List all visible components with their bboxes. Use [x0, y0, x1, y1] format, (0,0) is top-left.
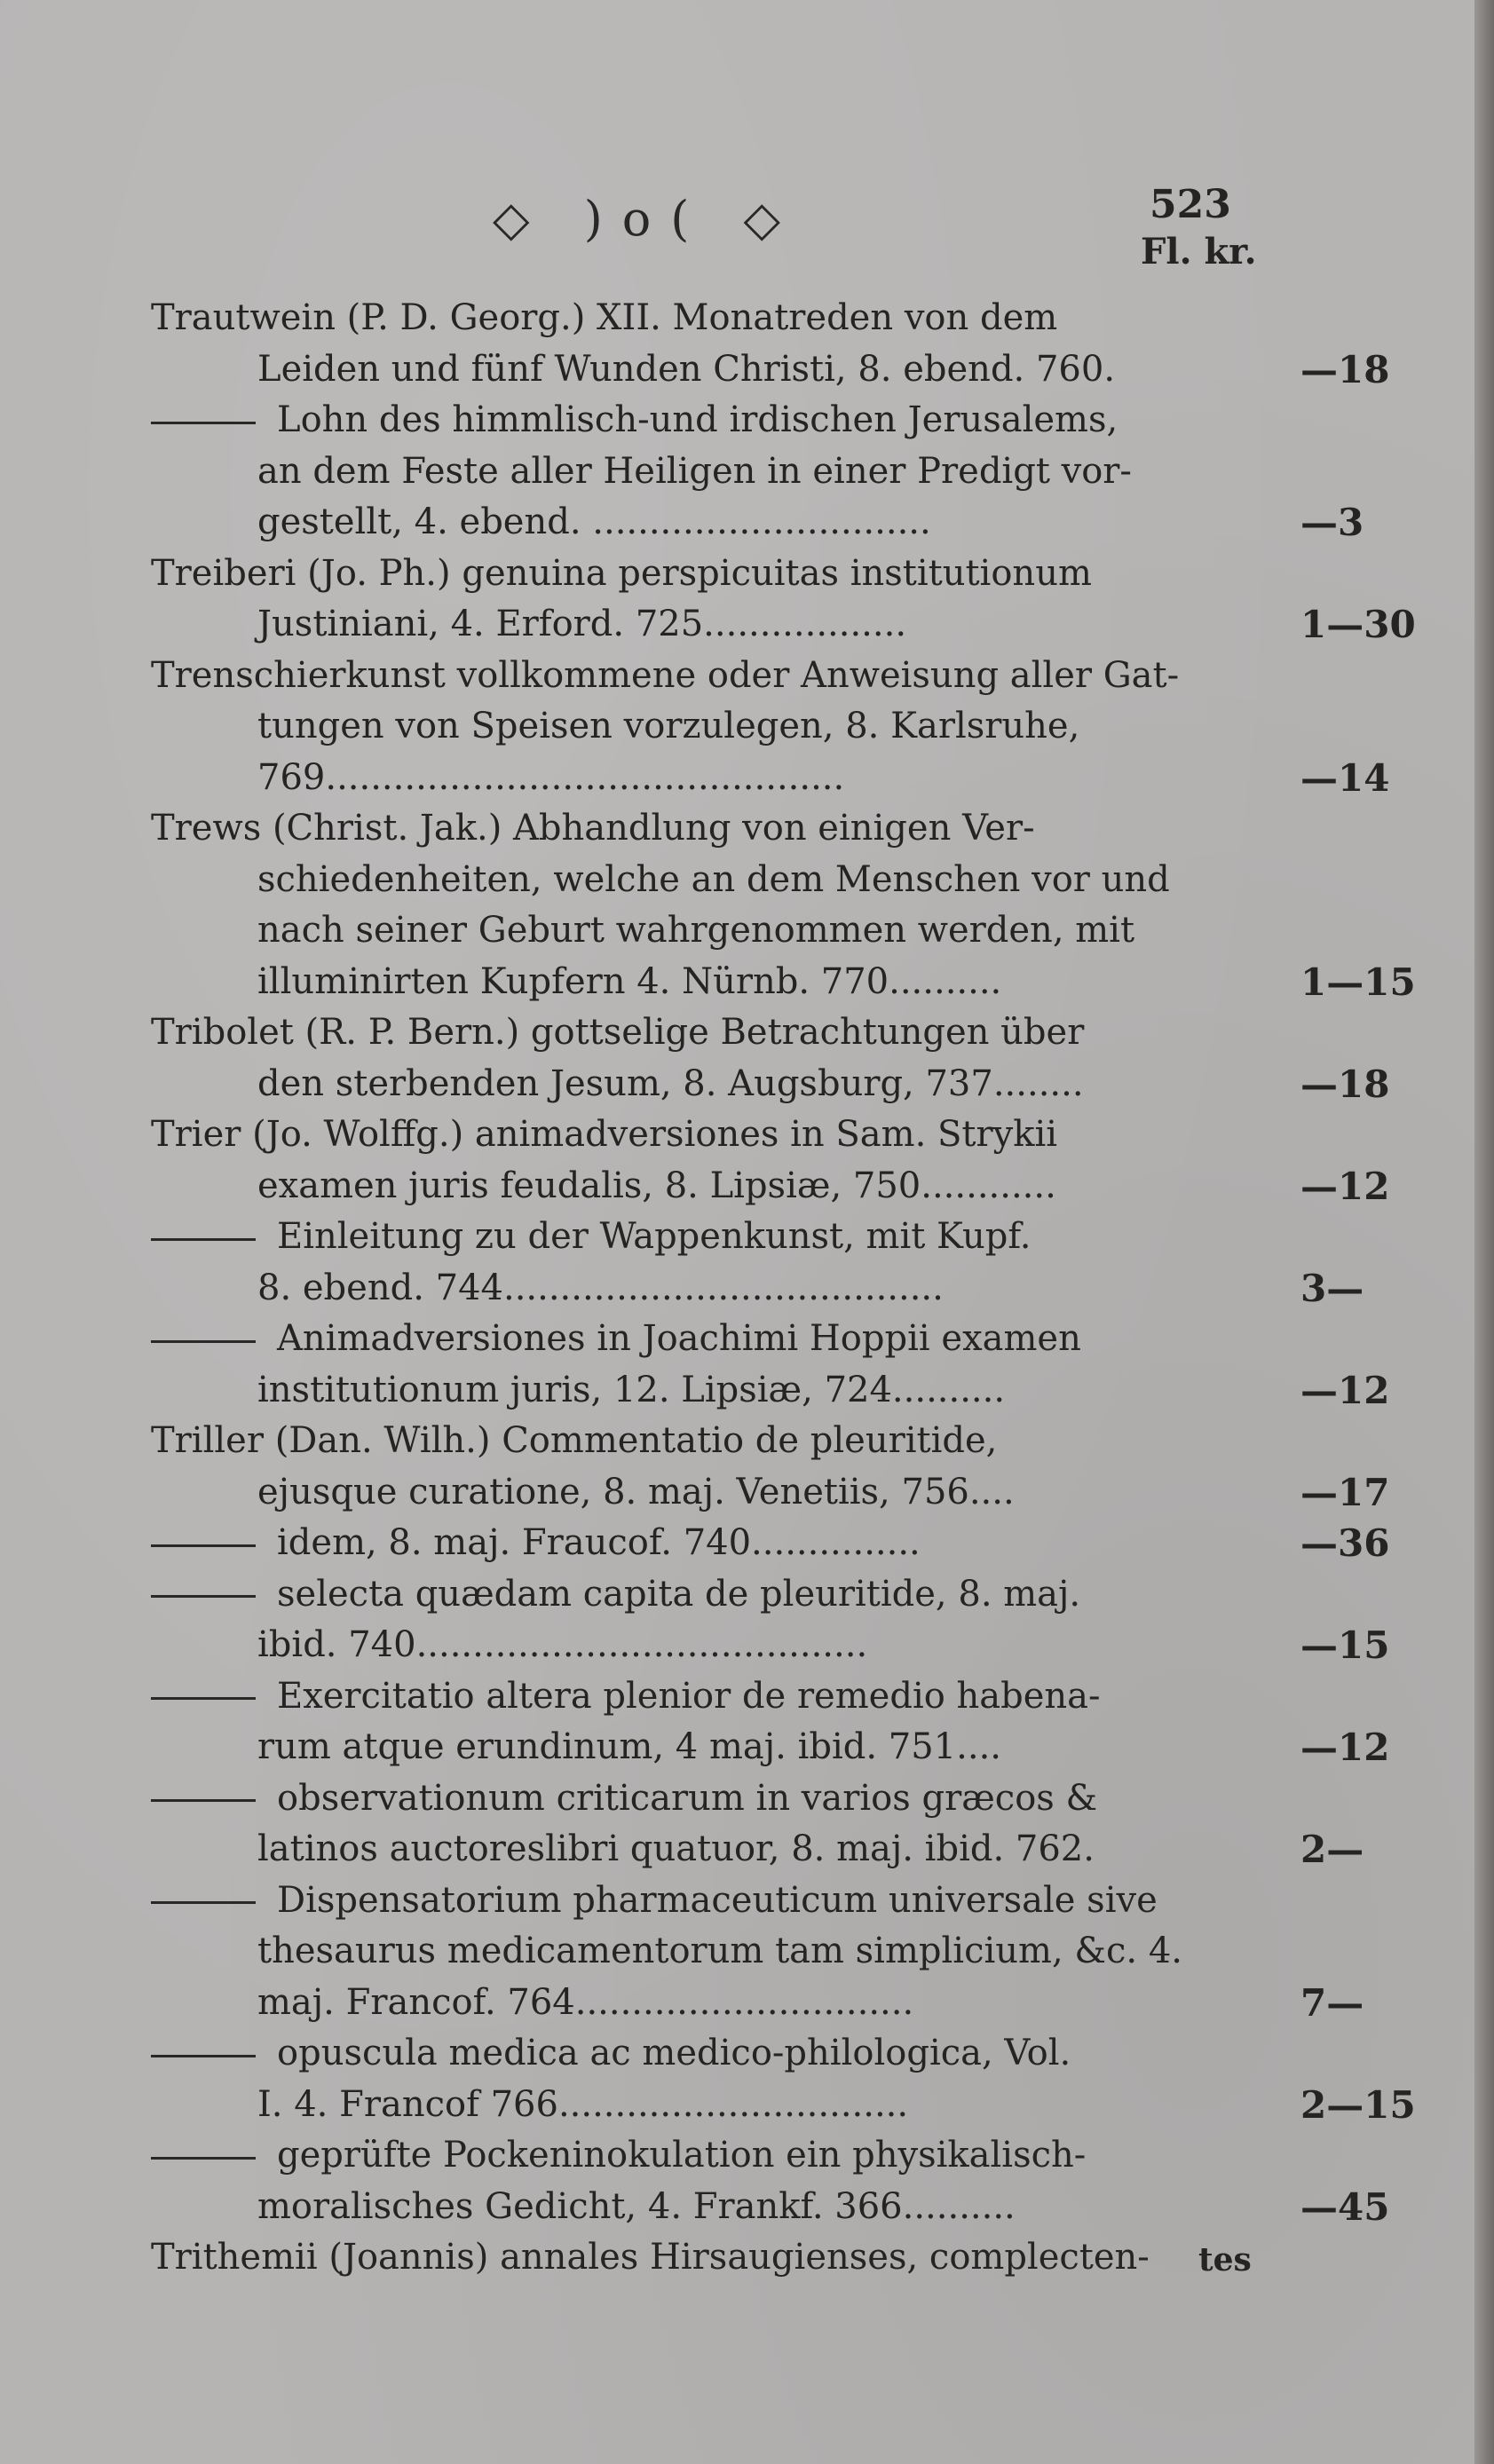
- entry-text: 769..............................................: [257, 756, 845, 798]
- entry-line: [151, 1467, 1296, 1519]
- entry-text: Trews (Christ. Jak.) Abhandlung von einigen Ver-: [151, 808, 1035, 849]
- entry-line: [151, 549, 1296, 600]
- entry-line: [151, 1824, 1296, 1876]
- entry-text: Justiniani, 4. Erford. 725..................: [257, 604, 907, 644]
- catalog-entry: [151, 2028, 1416, 2130]
- entry-text: latinos auctoreslibri quatuor, 8. maj. ibid. 762.: [257, 1828, 1095, 1869]
- entry-line: [151, 395, 1296, 446]
- entry-text: tungen von Speisen vorzulegen, 8. Karlsruhe,: [257, 706, 1080, 746]
- entry-price: 1—30: [1300, 603, 1416, 646]
- entry-price: —12: [1300, 1164, 1390, 1208]
- entry-line: [151, 599, 1296, 651]
- entry-price: —17: [1300, 1470, 1390, 1514]
- entry-text: nach seiner Geburt wahrgenommen werden, mit: [257, 910, 1135, 951]
- entry-line: [151, 1518, 1296, 1569]
- entry-price: —3: [1300, 501, 1364, 544]
- ditto-dash: [151, 1238, 256, 1241]
- entry-price: —14: [1300, 755, 1390, 800]
- catalog-entry: [151, 1007, 1390, 1110]
- catalog-entry: [151, 651, 1390, 804]
- entry-price: [1300, 2232, 1434, 2284]
- entry-price: 1—15: [1300, 960, 1416, 1004]
- catalog-entry: [151, 1212, 1364, 1314]
- entry-line: [151, 2232, 1296, 2284]
- ditto-dash: [151, 2157, 256, 2160]
- entry-line: [151, 1620, 1296, 1671]
- entry-line: [151, 1671, 1296, 1723]
- entry-text: den sterbenden Jesum, 8. Augsburg, 737........: [257, 1062, 1084, 1104]
- catchword: tes: [1198, 2241, 1252, 2278]
- entry-text: Einleitung zu der Wappenkunst, mit Kupf.: [277, 1216, 1032, 1257]
- entry-text: rum atque erundinum, 4 maj. ibid. 751....: [257, 1726, 1002, 1767]
- entry-text: ejusque curatione, 8. maj. Venetiis, 756....: [257, 1471, 1015, 1512]
- entry-line: [151, 651, 1296, 702]
- entry-text: gestellt, 4. ebend. ..............................: [257, 501, 931, 542]
- catalog-entry: [151, 2232, 1296, 2284]
- entry-text: Treiberi (Jo. Ph.) genuina perspicuitas institutionum: [151, 552, 1092, 594]
- entry-price: —15: [1300, 1623, 1390, 1667]
- entry-text: institutionum juris, 12. Lipsiæ, 724..........: [257, 1369, 1006, 1410]
- entry-text: maj. Francof. 764..............................: [257, 1981, 914, 2023]
- entry-text: an dem Feste aller Heiligen in einer Predigt vor-: [257, 450, 1132, 492]
- entry-text: 8. ebend. 744.......................................: [257, 1267, 944, 1308]
- entry-line: [151, 1365, 1296, 1417]
- entry-text: I. 4. Francof 766...............................: [257, 2083, 909, 2125]
- entry-text: geprüfte Pockeninokulation ein physikalisch-: [277, 2135, 1087, 2176]
- entry-text: thesaurus medicamentorum tam simplicium, &c. 4.: [257, 1931, 1182, 1971]
- entry-text: Dispensatorium pharmaceuticum universale sive: [277, 1879, 1158, 1921]
- entry-line: [151, 1059, 1296, 1110]
- catalog-entry: [151, 803, 1416, 1007]
- catalog-entry: [151, 1314, 1390, 1416]
- entry-text: ibid. 740........................................: [257, 1624, 868, 1665]
- entry-text: Trenschierkunst vollkommene oder Anweisung aller Gat-: [151, 654, 1180, 696]
- catalog-entry: [151, 395, 1364, 549]
- ditto-dash: [151, 1544, 256, 1547]
- entry-text: opuscula medica ac medico-philologica, Vol.: [277, 2033, 1071, 2073]
- catalog-entry: [151, 1110, 1390, 1212]
- entry-text: examen juris feudalis, 8. Lipsiæ, 750............: [257, 1165, 1056, 1206]
- ditto-dash: [151, 1595, 256, 1598]
- entry-text: selecta quædam capita de pleuritide, 8. maj.: [277, 1573, 1081, 1615]
- entry-line: [151, 1314, 1296, 1365]
- catalog-entry: [151, 1518, 1390, 1569]
- entry-text: Triller (Dan. Wilh.) Commentatio de pleuritide,: [151, 1420, 998, 1461]
- entry-line: [151, 701, 1296, 753]
- entry-line: [151, 2130, 1296, 2182]
- entry-price: —18: [1300, 1062, 1390, 1106]
- entry-line: [151, 957, 1296, 1008]
- entry-line: [151, 1978, 1296, 2029]
- entry-price: —18: [1300, 347, 1390, 391]
- entry-line: [151, 1110, 1296, 1161]
- entry-text: idem, 8. maj. Fraucof. 740...............: [277, 1522, 921, 1563]
- ditto-dash: [151, 1697, 256, 1700]
- entry-price: —12: [1300, 1368, 1390, 1412]
- entry-line: [151, 1212, 1296, 1263]
- entry-line: [151, 1773, 1296, 1825]
- ditto-dash: [151, 1340, 256, 1343]
- entry-price: 2—15: [1300, 2082, 1416, 2127]
- header-ornament: ◇ )o( ◇: [493, 191, 801, 247]
- entry-price: —12: [1300, 1726, 1390, 1769]
- entry-text: Lohn des himmlisch-und irdischen Jerusalems,: [277, 399, 1119, 440]
- entry-price: —36: [1300, 1521, 1390, 1565]
- catalog-entry: [151, 1416, 1390, 1518]
- entry-line: [151, 1722, 1296, 1773]
- entry-text: Trautwein (P. D. Georg.) XII. Monatreden von dem: [151, 297, 1058, 338]
- page-edge-shadow: [1474, 0, 1494, 2464]
- entry-line: [151, 1876, 1296, 1927]
- entry-line: [151, 1569, 1296, 1621]
- entry-text: Tribolet (R. P. Bern.) gottselige Betrachtungen über: [151, 1012, 1085, 1053]
- entry-line: [151, 855, 1296, 906]
- entry-line: [151, 293, 1296, 344]
- entry-text: moralisches Gedicht, 4. Frankf. 366..........: [257, 2185, 1016, 2227]
- entry-text: observationum criticarum in varios græcos &: [277, 1777, 1098, 1819]
- entry-text: Trier (Jo. Wolffg.) animadversiones in Sam. Strykii: [151, 1114, 1058, 1155]
- entry-price: 3—: [1300, 1266, 1364, 1310]
- catalog-entry: [151, 549, 1416, 651]
- ditto-dash: [151, 1901, 256, 1904]
- entry-price: 2—: [1300, 1828, 1364, 1871]
- catalog-entry: [151, 2130, 1390, 2232]
- entry-line: [151, 905, 1296, 957]
- catalog-entry: [151, 1569, 1390, 1671]
- catalog-entry: [151, 1671, 1390, 1773]
- entry-line: [151, 2182, 1296, 2233]
- ditto-dash: [151, 2055, 256, 2057]
- entry-line: [151, 2028, 1296, 2080]
- entry-line: [151, 1161, 1296, 1212]
- entry-price: —45: [1300, 2184, 1390, 2229]
- entry-text: Animadversiones in Joachimi Hoppii examen: [277, 1318, 1081, 1359]
- ditto-dash: [151, 1799, 256, 1802]
- entry-line: [151, 1926, 1296, 1978]
- entry-text: Leiden und fünf Wunden Christi, 8. ebend. 760.: [257, 348, 1116, 390]
- catalog-entry: [151, 1876, 1364, 2029]
- entry-line: [151, 1007, 1296, 1059]
- entry-line: [151, 1263, 1296, 1315]
- catalog-entries: [151, 293, 1416, 2284]
- ditto-dash: [151, 422, 256, 424]
- entry-line: [151, 1416, 1296, 1467]
- entry-text: schiedenheiten, welche an dem Menschen vor und: [257, 858, 1170, 900]
- price-column-heading: Fl. kr.: [1141, 231, 1257, 272]
- catalog-entry: [151, 1773, 1364, 1876]
- entry-line: [151, 446, 1296, 498]
- entry-text: illuminirten Kupfern 4. Nürnb. 770..........: [257, 960, 1002, 1002]
- catalog-entry: [151, 293, 1390, 395]
- page-number: 523: [1150, 182, 1231, 227]
- entry-text: Exercitatio altera plenior de remedio habena-: [277, 1675, 1101, 1717]
- entry-line: [151, 344, 1296, 396]
- entry-line: [151, 753, 1296, 804]
- entry-text: Trithemii (Joannis) annales Hirsaugienses, complecten-: [151, 2237, 1150, 2278]
- entry-price: 7—: [1300, 1980, 1364, 2025]
- entry-line: [151, 803, 1296, 855]
- entry-line: [151, 497, 1296, 549]
- entry-line: [151, 2080, 1296, 2131]
